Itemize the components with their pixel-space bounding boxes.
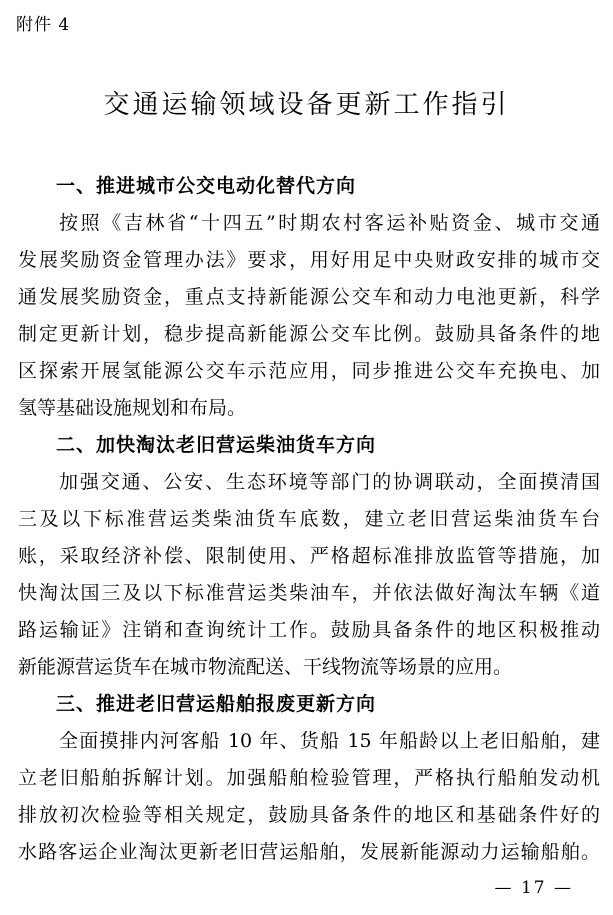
paragraph-line: 全面摸排内河客船 10 年、货船 15 年船龄以上老旧船舶，建 bbox=[59, 730, 600, 752]
paragraph-line: 通发展奖励资金，重点支持新能源公交车和动力电池更新，科学 bbox=[18, 286, 600, 308]
paragraph-line: 氢等基础设施规划和布局。 bbox=[18, 397, 247, 419]
paragraph-line: 快淘汰国三及以下标准营运类柴油车，并依法做好淘汰车辆《道 bbox=[18, 582, 600, 604]
paragraph-line: 新能源营运货车在城市物流配送、干线物流等场景的应用。 bbox=[18, 656, 513, 678]
section-2-heading: 二、加快淘汰老旧营运柴油货车方向 bbox=[56, 434, 377, 456]
paragraph-line: 发展奖励资金管理办法》要求，用好用足中央财政安排的城市交 bbox=[18, 249, 600, 271]
paragraph-line: 加强交通、公安、生态环境等部门的协调联动，全面摸清国 bbox=[59, 471, 600, 493]
paragraph-line: 排放初次检验等相关规定，鼓励具备条件的地区和基础条件好的 bbox=[18, 804, 600, 826]
section-1-heading: 一、推进城市公交电动化替代方向 bbox=[56, 175, 357, 197]
attachment-label: 附件 4 bbox=[16, 15, 71, 35]
document-body bbox=[18, 168, 600, 871]
paragraph-line: 立老旧船舶拆解计划。加强船舶检验管理，严格执行船舶发动机 bbox=[18, 767, 600, 789]
paragraph-line: 制定更新计划，稳步提高新能源公交车比例。鼓励具备条件的地 bbox=[18, 323, 600, 345]
paragraph-line: 账，采取经济补偿、限制使用、严格超标准排放监管等措施，加 bbox=[18, 545, 600, 567]
paragraph-line: 水路客运企业淘汰更新老旧营运船舶，发展新能源动力运输船舶。 bbox=[18, 841, 600, 863]
section-3-heading: 三、推进老旧营运船舶报废更新方向 bbox=[56, 693, 377, 715]
paragraph-line: 三及以下标准营运类柴油货车底数，建立老旧营运柴油货车台 bbox=[18, 508, 600, 530]
document-title: 交通运输领域设备更新工作指引 bbox=[103, 90, 510, 120]
paragraph-line: 路运输证》注销和查询统计工作。鼓励具备条件的地区积极推动 bbox=[18, 619, 600, 641]
paragraph-line: 按照《吉林省“十四五”时期农村客运补贴资金、城市交通 bbox=[59, 212, 600, 234]
page-number: — 17 — bbox=[494, 878, 573, 898]
paragraph-line: 区探索开展氢能源公交车示范应用，同步推进公交车充换电、加 bbox=[18, 360, 600, 382]
